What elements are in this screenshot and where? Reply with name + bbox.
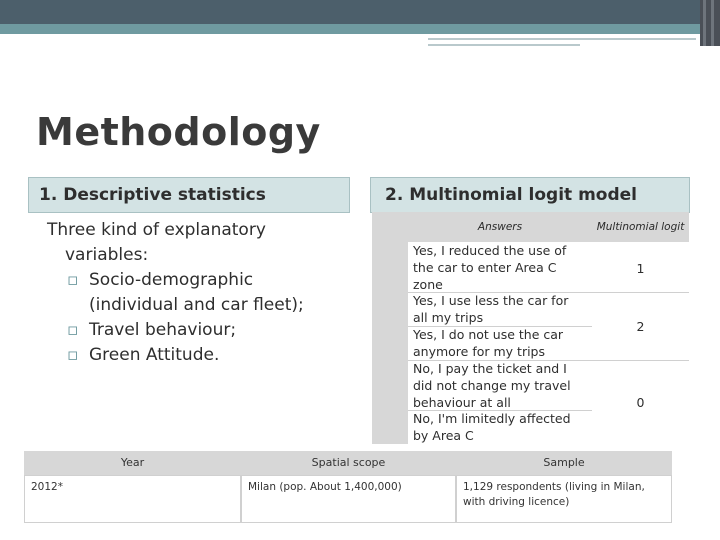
cell-spatial-scope: Milan (pop. About 1,400,000) xyxy=(241,475,456,523)
list-item-text: Travel behaviour; xyxy=(89,320,237,340)
list-item xyxy=(47,268,347,318)
header-year: Year xyxy=(24,451,241,475)
list-item xyxy=(47,318,347,343)
logit-value: 2 xyxy=(636,319,645,334)
answer-cell xyxy=(413,243,588,293)
cell-sample xyxy=(456,475,672,523)
heading-multinomial-logit: 2. Multinomial logit model xyxy=(370,177,690,213)
sample-line: with driving licence) xyxy=(463,496,570,508)
answer-cell xyxy=(413,361,588,411)
answer-cell xyxy=(413,293,588,327)
answer-line: No, I pay the ticket and I xyxy=(413,361,567,376)
top-accent-band xyxy=(0,24,700,34)
answer-cell xyxy=(413,411,588,445)
list-item-text: Green Attitude. xyxy=(89,345,220,365)
answer-line: anymore for my trips xyxy=(413,343,546,359)
header-answers: Answers xyxy=(477,221,523,233)
answer-line: No, I'm limitedly affected xyxy=(413,411,571,426)
sample-line: 1,129 respondents (living in Milan, xyxy=(463,481,645,493)
bullet-icon: ▫ xyxy=(67,270,79,290)
answer-line: behaviour at all xyxy=(413,394,511,410)
answer-line: zone xyxy=(413,276,443,292)
bullet-icon: ▫ xyxy=(67,320,79,340)
table-shade-column xyxy=(372,242,408,444)
list-lead-cont: variables: xyxy=(65,245,149,265)
answer-line: by Area C xyxy=(413,427,474,443)
answer-line: the car to enter Area C xyxy=(413,259,557,275)
answer-line: all my trips xyxy=(413,309,484,325)
header-multinomial-logit: Multinomial logit xyxy=(596,221,685,233)
logit-table-header xyxy=(372,212,689,242)
answer-line: Yes, I do not use the car xyxy=(413,327,564,342)
explanatory-variables-list xyxy=(47,218,347,368)
logit-value: 1 xyxy=(636,261,645,276)
slide-title: Methodology xyxy=(36,110,321,154)
answer-cell xyxy=(413,327,588,361)
list-item-text: (individual and car fleet); xyxy=(89,295,304,315)
corner-block xyxy=(700,0,720,46)
answer-line: did not change my travel xyxy=(413,377,571,393)
decor-line xyxy=(428,38,696,40)
answer-line: Yes, I reduced the use of xyxy=(413,243,567,258)
header-sample: Sample xyxy=(456,451,672,475)
bullet-icon: ▫ xyxy=(67,345,79,365)
header-spatial-scope: Spatial scope xyxy=(241,451,456,475)
heading-descriptive-statistics: 1. Descriptive statistics xyxy=(28,177,350,213)
logit-value: 0 xyxy=(636,395,645,410)
top-band xyxy=(0,0,700,24)
list-lead: Three kind of explanatory xyxy=(47,220,266,240)
answer-line: Yes, I use less the car for xyxy=(413,293,569,308)
list-item-text: Socio-demographic xyxy=(89,270,254,290)
list-item xyxy=(47,343,347,368)
decor-line-short xyxy=(428,44,580,46)
cell-year: 2012* xyxy=(24,475,241,523)
